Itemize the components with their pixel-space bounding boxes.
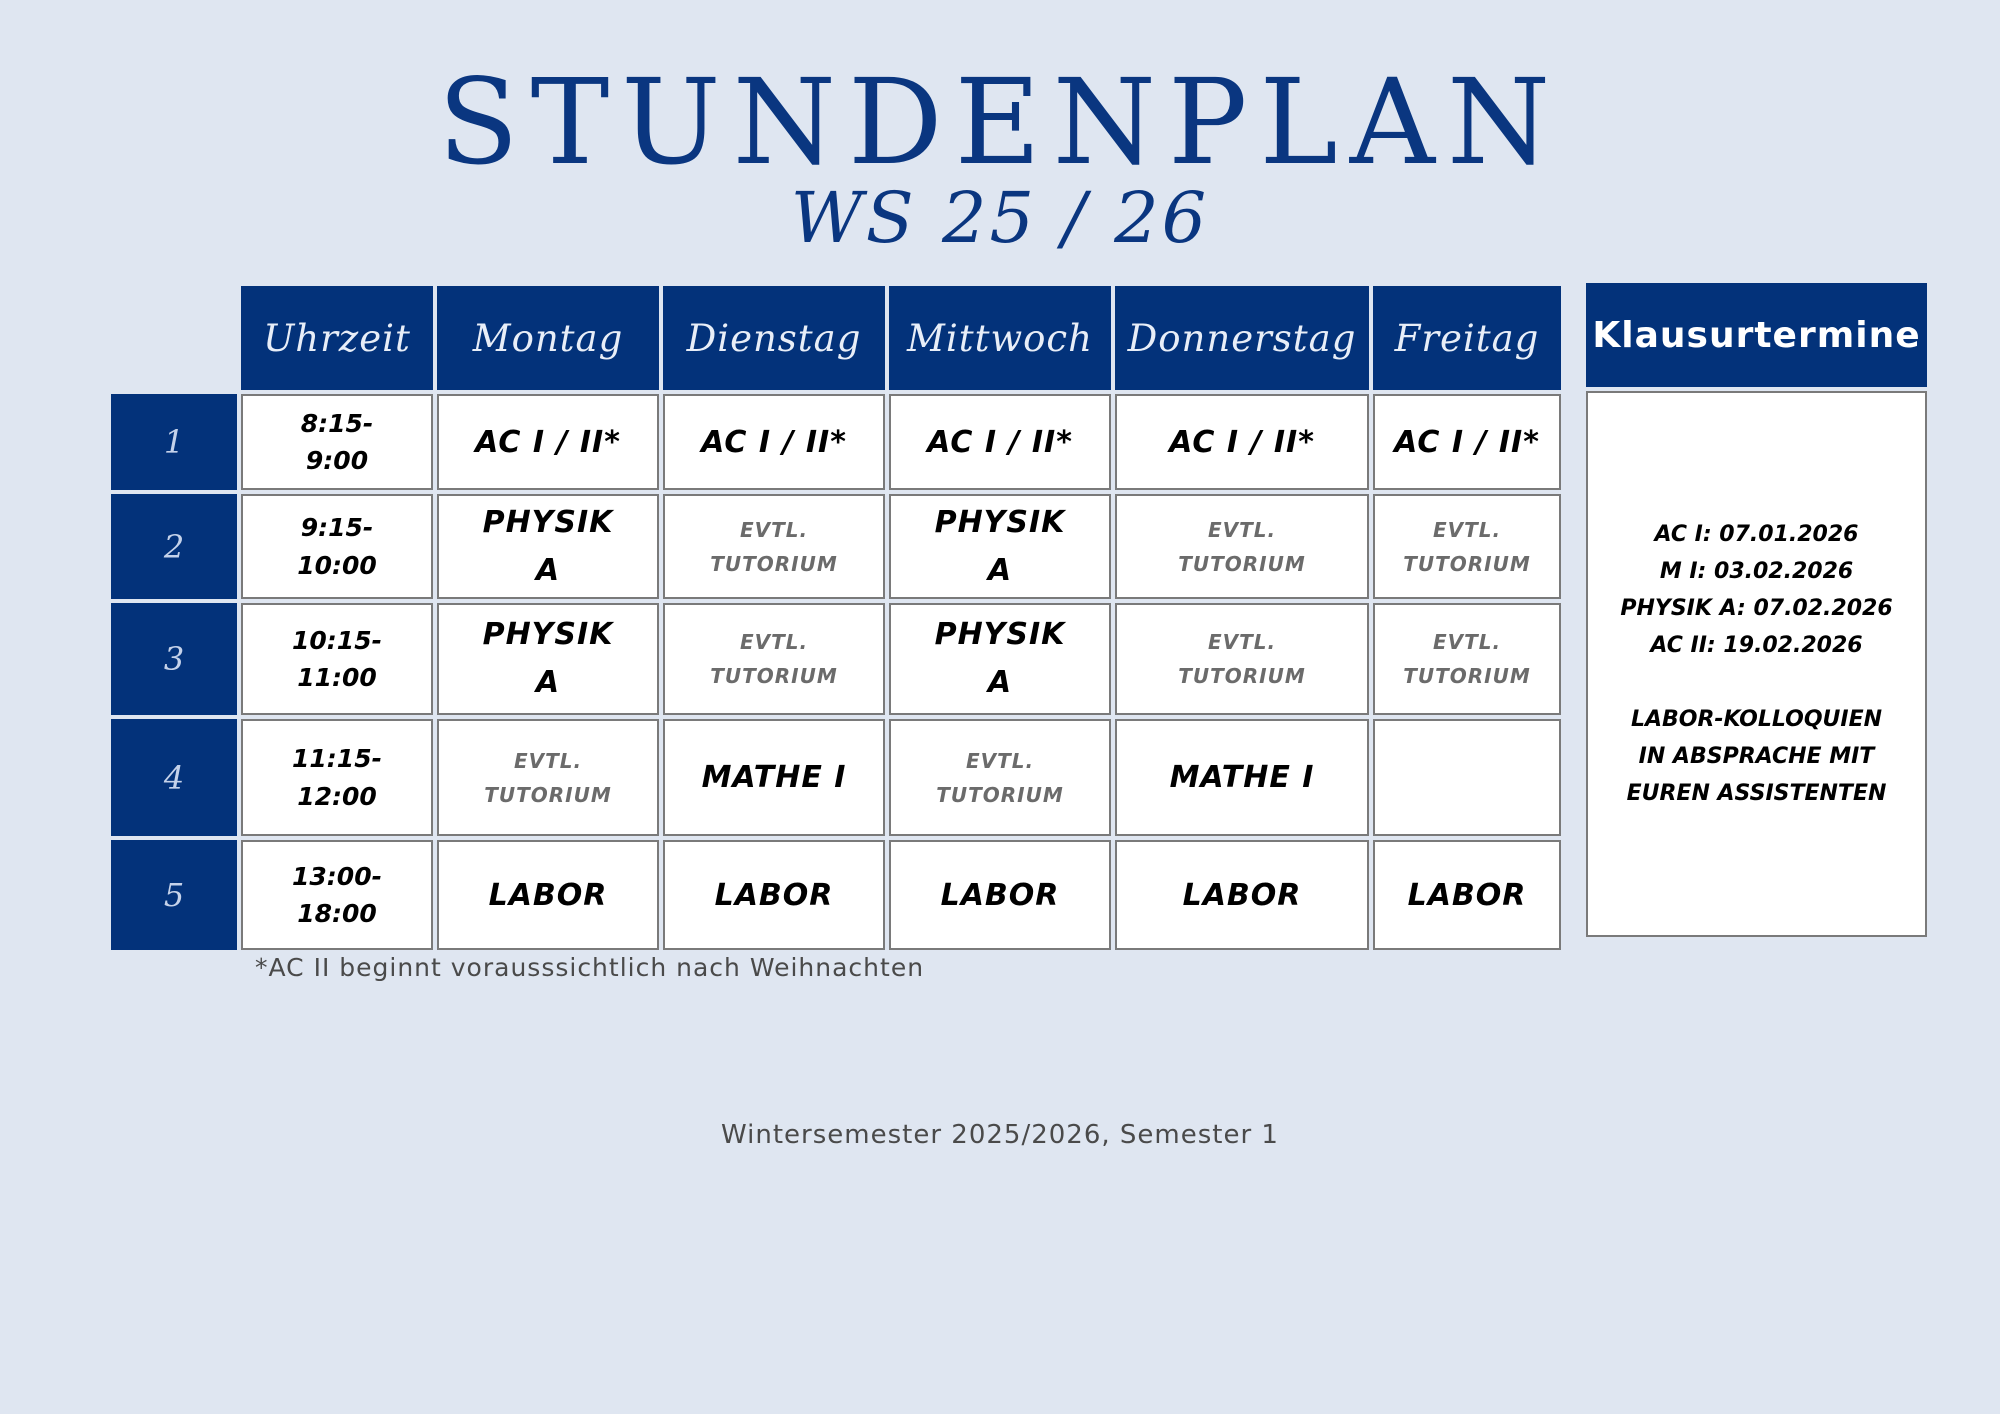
lesson-cell: AC I / II* [1373,394,1561,490]
exam-note-line: IN ABSPRACHE MIT [1638,744,1875,769]
timetable [107,282,1565,954]
exam-panel-title: Klausurtermine [1586,283,1927,387]
cell-line: 10:00 [297,550,377,580]
exam-date: PHYSIK A: 07.02.2026 [1620,596,1893,621]
period-time [241,603,433,715]
cell-line: TUTORIUM [1403,664,1531,688]
lesson-cell: LABOR [663,840,885,950]
lesson-cell: AC I / II* [889,394,1111,490]
column-header-donnerstag: Donnerstag [1115,286,1369,390]
exam-panel [1586,283,1927,937]
cell-line: TUTORIUM [710,664,838,688]
cell-line: PHYSIK [934,504,1066,540]
lesson-cell-empty [1373,719,1561,836]
lesson-cell [437,494,659,599]
exam-date: AC I: 07.01.2026 [1654,522,1859,547]
exam-panel-body [1586,391,1927,937]
exam-date: M I: 03.02.2026 [1659,559,1854,584]
cell-line: EVTL. [513,748,583,773]
column-header-mittwoch: Mittwoch [889,286,1111,390]
period-time [241,719,433,836]
timetable-row [111,840,1561,950]
cell-line: EVTL. [1207,630,1277,654]
cell-line: 12:00 [297,781,377,811]
cell-line: A [535,665,561,700]
cell-line: 13:00- [292,861,382,891]
lesson-cell: LABOR [437,840,659,950]
cell-line: PHYSIK [482,617,614,652]
timetable-row [111,603,1561,715]
column-header-uhrzeit: Uhrzeit [241,286,433,390]
cell-line: TUTORIUM [710,551,838,576]
cell-line: EVTL. [1432,517,1502,542]
cell-line: EVTL. [1432,630,1502,654]
lesson-cell: AC I / II* [1115,394,1369,490]
cell-line: PHYSIK [482,504,614,540]
lesson-cell: LABOR [1373,840,1561,950]
cell-line: 10:15- [292,625,382,655]
lesson-cell [437,719,659,836]
cell-line: EVTL. [739,517,809,542]
period-number: 1 [111,394,237,490]
column-header-freitag: Freitag [1373,286,1561,390]
cell-line: 11:15- [292,744,382,773]
cell-line: TUTORIUM [936,782,1064,807]
semester-subtitle: WS 25 / 26 [790,177,1210,259]
period-time [241,840,433,950]
cell-line: PHYSIK [934,617,1066,652]
cell-line: A [987,552,1013,588]
page-title: STUNDENPLAN [437,53,1563,191]
column-header-montag: Montag [437,286,659,390]
lesson-cell: LABOR [1115,840,1369,950]
lesson-cell [889,603,1111,715]
cell-line: TUTORIUM [1403,551,1531,576]
lesson-cell [1115,494,1369,599]
cell-line: 9:00 [305,446,369,475]
cell-line: 9:15- [300,513,374,542]
lesson-cell: LABOR [889,840,1111,950]
cell-line: TUTORIUM [1178,664,1306,688]
cell-line: A [987,665,1013,700]
period-number: 4 [111,719,237,836]
lesson-cell [663,603,885,715]
lesson-cell [1115,603,1369,715]
timetable-corner [111,286,237,390]
timetable-header-row [111,286,1561,390]
lesson-cell: MATHE I [1115,719,1369,836]
lesson-cell: MATHE I [663,719,885,836]
cell-line: 18:00 [297,899,377,928]
cell-line: EVTL. [739,630,809,654]
lesson-cell [1373,603,1561,715]
cell-line: 11:00 [297,663,377,692]
period-time [241,394,433,490]
exam-date: AC II: 19.02.2026 [1650,633,1863,658]
lesson-cell [437,603,659,715]
cell-line: TUTORIUM [1178,551,1306,576]
cell-line: 8:15- [300,408,374,438]
column-header-dienstag: Dienstag [663,286,885,390]
lesson-cell [1373,494,1561,599]
cell-line: TUTORIUM [484,782,612,807]
semester-footer: Wintersemester 2025/2026, Semester 1 [721,1120,1279,1150]
lesson-cell [889,719,1111,836]
period-time [241,494,433,599]
footnote: *AC II beginnt vorausssichtlich nach Weihnachten [255,953,925,982]
period-number: 5 [111,840,237,950]
timetable-row [111,394,1561,490]
lesson-cell: AC I / II* [663,394,885,490]
lesson-cell [663,494,885,599]
period-number: 2 [111,494,237,599]
exam-note-line: EUREN ASSISTENTEN [1626,781,1887,806]
cell-line: EVTL. [1207,517,1277,542]
cell-line: A [535,552,561,588]
cell-line: EVTL. [965,748,1035,773]
timetable-row [111,494,1561,599]
timetable-row [111,719,1561,836]
period-number: 3 [111,603,237,715]
exam-note-line: LABOR-KOLLOQUIEN [1630,707,1883,732]
lesson-cell [889,494,1111,599]
lesson-cell: AC I / II* [437,394,659,490]
